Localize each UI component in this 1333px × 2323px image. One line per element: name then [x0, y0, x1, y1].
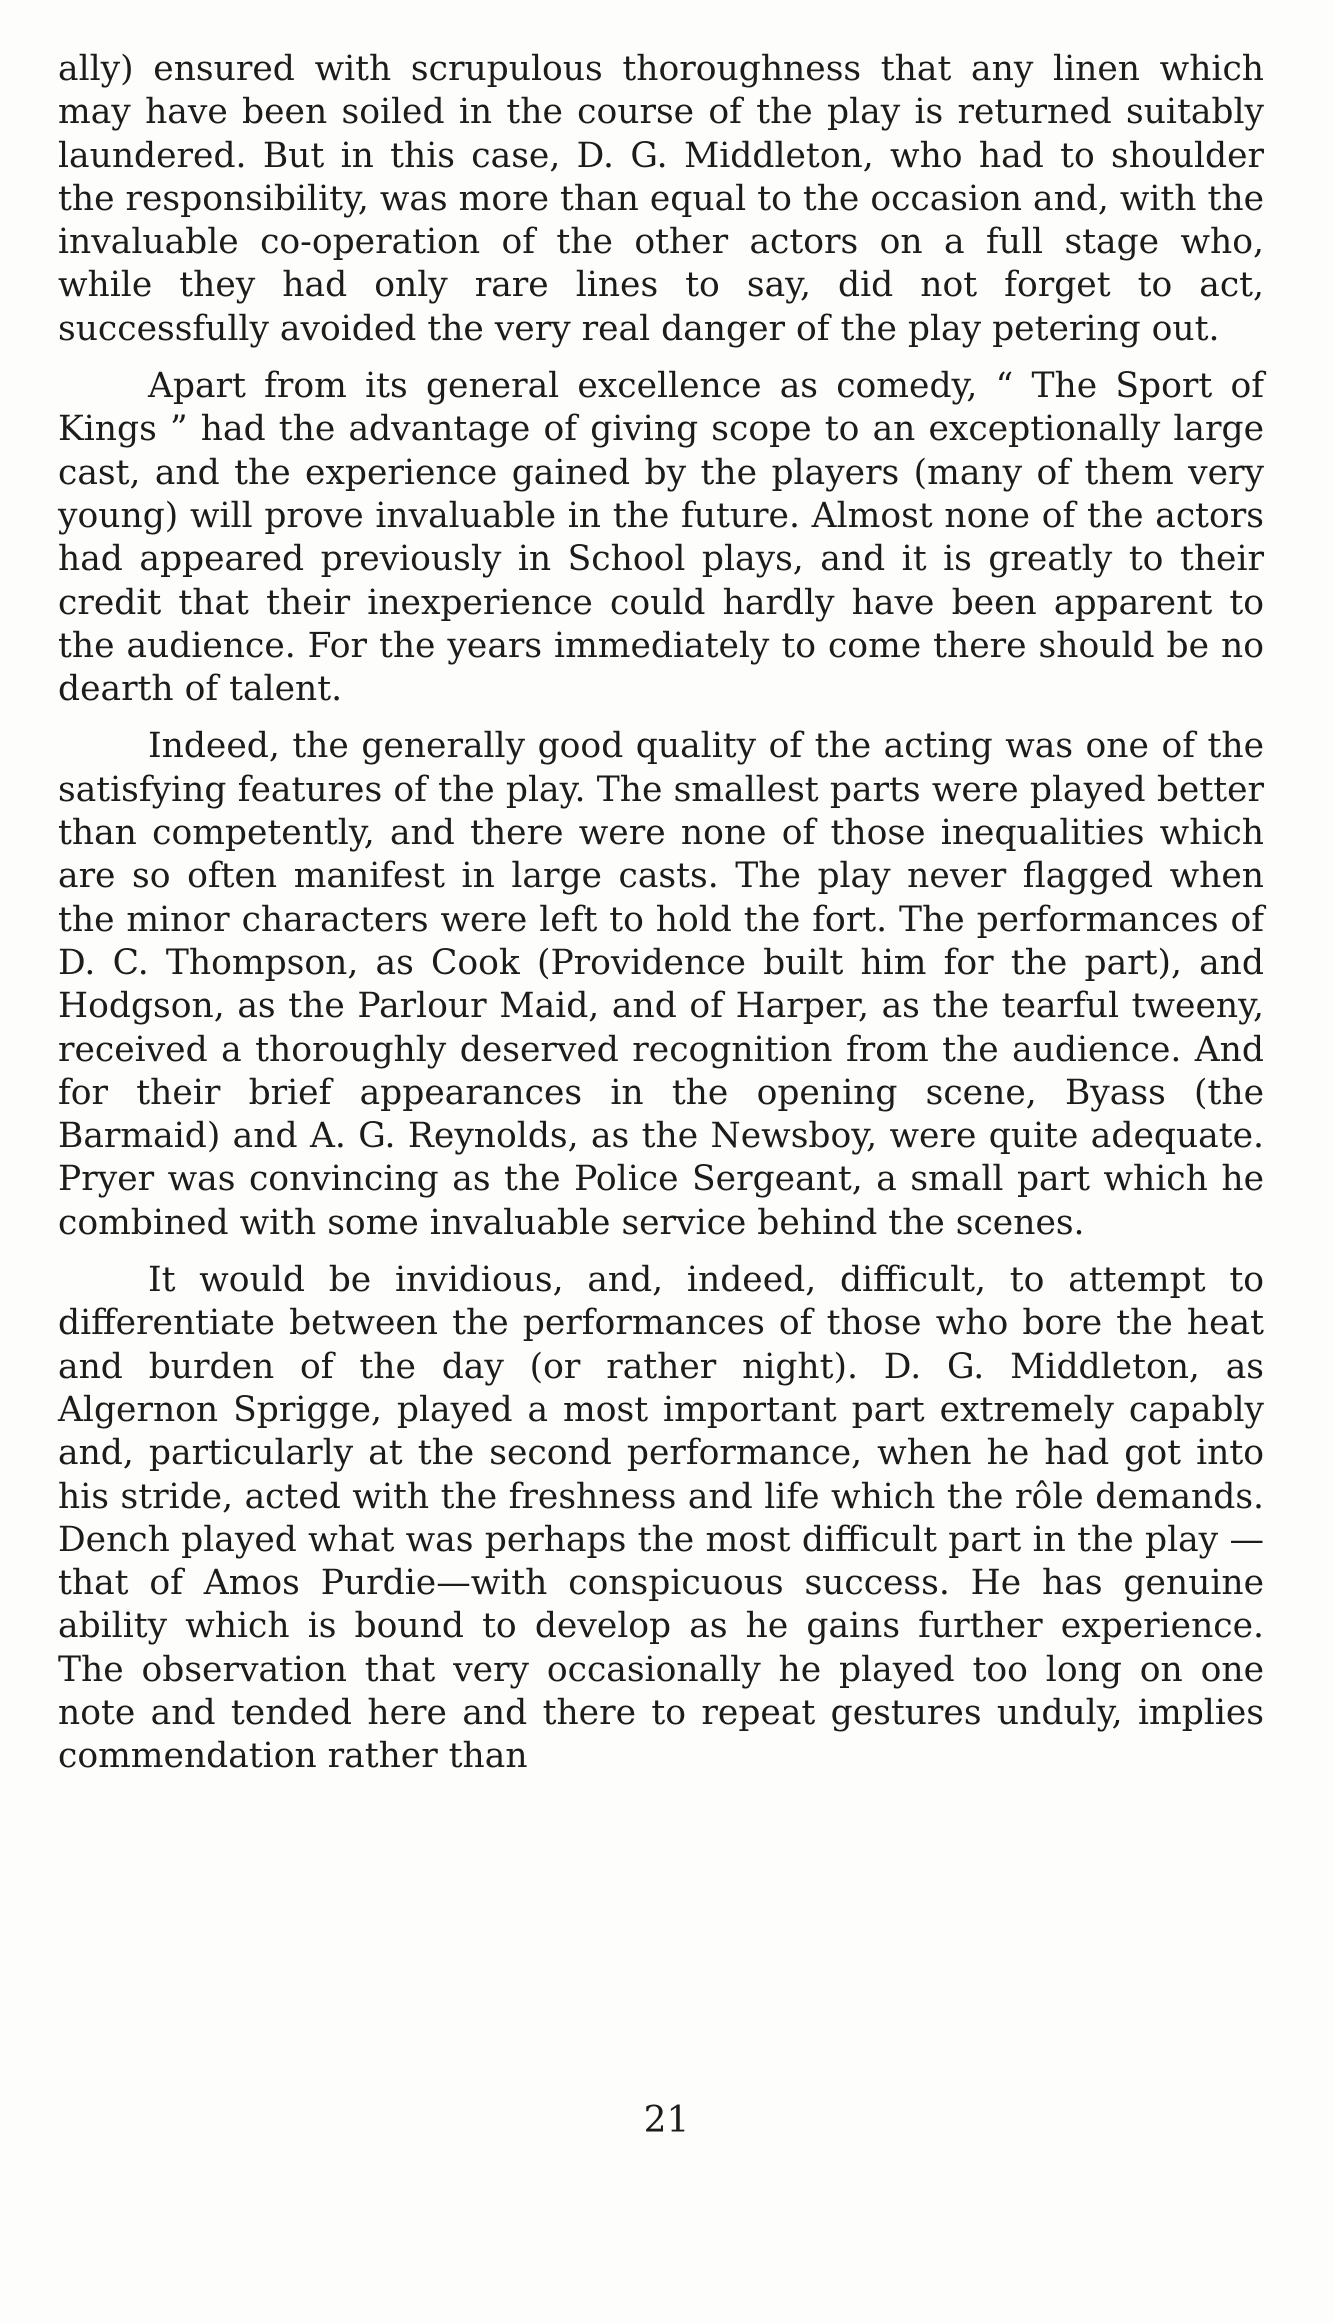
- paragraph-sport-of-kings: Apart from its general excellence as comedy, “ The Sport of Kings ” had the advantage of giving scope to an exceptionally large cast, and the experience gained by the players (many of them very young) will prove invaluable in the future. Almost none of the actors had appeared previously in School plays, and it is greatly to their credit that their inexperience could hardly have been apparent to the audience. For the years immediately to come there should be no dearth of talent.: [58, 366, 1264, 710]
- page-number: 21: [643, 2100, 690, 2141]
- page-body: [58, 48, 1264, 1793]
- paragraph-performances: It would be invidious, and, indeed, difficult, to attempt to differentiate between the performances of those who bore the heat and burden of the day (or rather night). D. G. Middleton, as Algernon Sprigge, played a most important part extremely capably and, particularly at the second performance, when he had got into his stride, acted with the freshness and life which the rôle demands. Dench played what was perhaps the most difficult part in the play —that of Amos Purdie—with conspicuous success. He has genuine ability which is bound to develop as he gains further experience. The observation that very occasionally he played too long on one note and tended here and there to repeat gestures unduly, implies commendation rather than: [58, 1260, 1264, 1777]
- paragraph-continued: ally) ensured with scrupulous thoroughness that any linen which may have been soiled in the course of the play is returned suitably laundered. But in this case, D. G. Middleton, who had to shoulder the responsibility, was more than equal to the occasion and, with the invaluable co-operation of the other actors on a full stage who, while they had only rare lines to say, did not forget to act, successfully avoided the very real danger of the play petering out.: [58, 49, 1264, 349]
- paragraph-acting-quality: Indeed, the generally good quality of the acting was one of the satisfying features of the play. The smallest parts were played better than competently, and there were none of those inequalities which are so often manifest in large casts. The play never flagged when the minor characters were left to hold the fort. The performances of D. C. Thompson, as Cook (Providence built him for the part), and Hodgson, as the Parlour Maid, and of Harper, as the tearful tweeny, received a thoroughly deserved recognition from the audience. And for their brief appearances in the opening scene, Byass (the Barmaid) and A. G. Reynolds, as the Newsboy, were quite adequate. Pryer was convincing as the Police Sergeant, a small part which he combined with some invaluable service behind the scenes.: [58, 726, 1264, 1243]
